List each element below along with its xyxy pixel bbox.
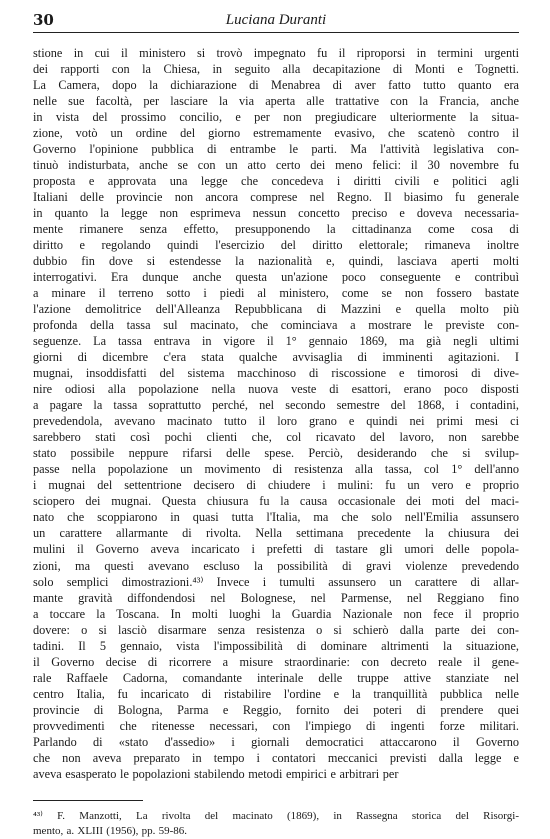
text-line: provvedimenti che ritenesse necessari, con l'impiego di ingenti forze militari. <box>33 718 519 733</box>
text-line: profonda della tassa sul macinato, che cominciava a mostrare le previste con- <box>33 318 519 333</box>
text-line: prevedendola, avevano macinato tutto il loro grano e quindi nei primi mesi ci <box>33 414 519 429</box>
text-line: in vista del prossimo concilio, e per non pregiudicare ulteriormente la situa- <box>33 110 519 125</box>
text-line: mugnai, insoddisfatti del sistema macchinoso di riscossione e timorosi di dive- <box>33 366 519 381</box>
text-line: sciopero dei mugnai. Questa chiusura fu la causa occasionale dei moti del maci- <box>33 494 519 509</box>
text-line: mulini il Governo aveva incaricato i prefetti di tastare gli umori delle popola- <box>33 542 519 557</box>
page-header <box>33 10 519 33</box>
text-line: La Camera, dopo la dichiarazione di Menabrea di aver fatto tutto quanto era <box>33 78 519 93</box>
text-line: a minare il terreno sotto i piedi al ministero, come se non fossero bastate <box>33 286 519 301</box>
text-line: sarebbero stati così pochi clienti che, col ricavato del lavoro, non sarebbe <box>33 430 519 445</box>
text-line: i mugnai del settentrione decisero di chiudere i mulini: fu un vero e proprio <box>33 478 519 493</box>
text-line: rale Raffaele Cadorna, comandante interinale delle truppe attive stanziate nel <box>33 670 519 685</box>
text-line: tadini. Il 5 gennaio, vista l'impossibilità di dominare altrimenti la situazione, <box>33 638 519 653</box>
text-line: nato che scoppiarono in quasi tutta l'Italia, ma che solo nell'Emilia assunsero <box>33 510 519 525</box>
text-line: Governo l'opinione pubblica di entrambe le parti. Ma l'attività legislativa con- <box>33 142 519 157</box>
text-line: zioni, ma questi avevano escluso la possibilità di gravi violenze prevedendo <box>33 558 519 573</box>
text-line: interrogativi. Era dunque anche questa un'azione poco conseguente e contribuì <box>33 270 519 285</box>
text-line: nire odiosi alla popolazione nella nuova veste di esattori, erano poco disposti <box>33 382 519 397</box>
text-line: tinuò indisturbata, anche se con un atto certo dei meno felici: il 30 novembre fu <box>33 158 519 173</box>
text-line: seguenze. La tassa entrava in vigore il 1° gennaio 1869, ma già negli ultimi <box>33 334 519 349</box>
text-line: un carattere allarmante di rivolta. Nella settimana precedente la chiusura dei <box>33 526 519 541</box>
text-line: il Governo decise di ricorrere a misure straordinarie: con decreto reale il gene- <box>33 654 519 669</box>
footnote-line: mento, a. XLIII (1956), pp. 59-86. <box>33 824 188 837</box>
text-line: passe nella popolazione un movimento di resistenza alla tassa, col 1° dell'anno <box>33 462 519 477</box>
text-line: diritto e regolando quindi l'esercizio del diritto elettorale; rimaneva inoltre <box>33 238 519 253</box>
text-line: che non aveva preparato in tempo i contatori meccanici previsti dalla legge e <box>33 750 519 765</box>
text-line: zione, votò un ordine del giorno estremamente evasivo, che scatenò contro il <box>33 126 519 141</box>
page-number: 30 <box>33 11 54 29</box>
text-line: dei rapporti con la Chiesa, in seguito alla decapitazione di Monti e Tognetti. <box>33 62 519 77</box>
text-line: l'azione demolitrice dell'Alleanza Repubblicana di Mazzini e quella molto più <box>33 302 519 317</box>
text-line: nelle sue facoltà, per lasciare la via aperta alle trattative con la Francia, anche <box>33 94 519 109</box>
body-text <box>33 45 519 782</box>
text-line: stione in cui il ministero si trovò impegnato fu il riproporsi in termini urgenti <box>33 46 519 60</box>
text-line: provincie di Bologna, Parma e Reggio, fornito dei poteri di prendere quei <box>33 702 519 717</box>
text-line: a toccare la Toscana. In molti luoghi la Guardia Nazionale non fece il proprio <box>33 606 519 621</box>
text-line: a pagare la tassa soprattutto perché, nel secondo semestre del 1868, i contadini, <box>33 398 519 413</box>
document-page <box>33 10 519 839</box>
running-head: Luciana Duranti <box>225 12 327 28</box>
footnote-divider <box>33 800 143 801</box>
text-line: centro Italia, fu incaricato di ristabilire l'ordine e la tranquillità pubblica nelle <box>33 686 519 701</box>
text-line: solo semplici dimostrazioni.⁴³⁾ Invece i tumulti assunsero un carattere di allar- <box>33 574 519 589</box>
text-line: giorni di dicembre c'era stata qualche avvisaglia di imminenti agitazioni. I <box>33 350 519 365</box>
footnote-line: ⁴³⁾ F. Manzotti, La rivolta del macinato (1869), in Rassegna storica del Risorgi- <box>33 809 519 822</box>
text-line: dovere: o si lasciò disarmare senza resistenza o si schierò dalla parte dei con- <box>33 622 519 637</box>
text-line: stato possibile neppure rifarsi delle spese. Perciò, desiderando che si svilup- <box>33 446 519 461</box>
text-line: dubbio fin dove si estendesse la nazionalità e, quindi, lasciava aperti molti <box>33 254 519 269</box>
text-line: aveva esasperato le popolazioni stabilendo metodi empirici e arbitrari per <box>33 766 399 781</box>
text-line: mante gravità diffondendosi nel Bolognese, nel Parmense, nel Reggiano fino <box>33 590 519 605</box>
text-line: Parlando di «stato d'assedio» i giornali democratici attaccarono il Governo <box>33 734 519 749</box>
text-line: in quanto la legge non esprimeva nessun concetto preciso e doveva necessaria- <box>33 206 519 221</box>
text-line: mente rimanere senza effetto, presupponendo la cittadinanza come cosa di <box>33 222 519 237</box>
text-line: Italiani delle provincie non ancora comprese nel Regno. Il biasimo fu generale <box>33 190 519 205</box>
text-line: proposta e approvata una legge che concedeva i diritti civili e politici agli <box>33 174 519 189</box>
